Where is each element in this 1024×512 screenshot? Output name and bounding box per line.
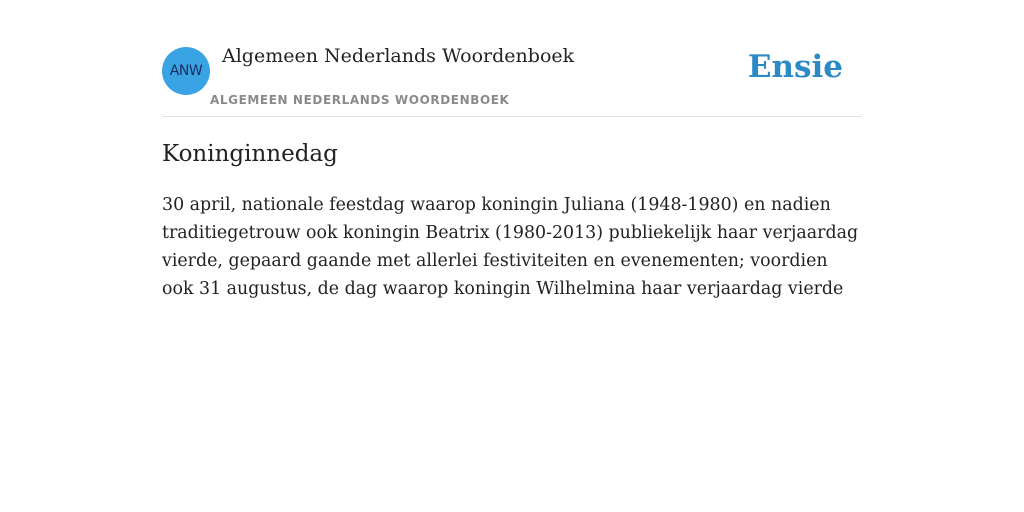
definition-text: 30 april, nationale feestdag waarop koningin Juliana (1948-1980) en nadien traditiegetrouw ook koningin Beatrix (1980-2013) publiekelijk haar verjaardag vierde, gepaard gaande met allerlei festiviteiten en evenementen; voordien ook 31 augustus, de dag waarop koningin Wilhelmina haar verjaardag vierde — [162, 195, 859, 299]
ensie-logo[interactable]: Ensie — [747, 49, 843, 85]
source-subtitle: ALGEMEEN NEDERLANDS WOORDENBOEK — [210, 93, 510, 107]
definition-card — [162, 0, 862, 303]
source-title[interactable]: Algemeen Nederlands Woordenboek — [222, 45, 575, 67]
anw-logo[interactable]: ANW — [162, 47, 210, 95]
headword: Koninginnedag — [162, 141, 338, 167]
source-header — [162, 0, 862, 117]
